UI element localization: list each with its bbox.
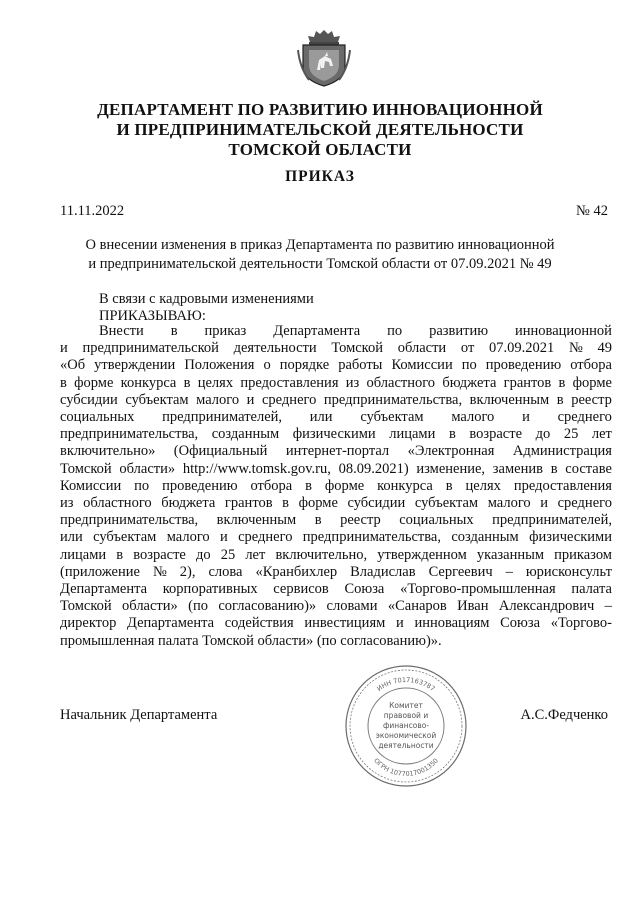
order-word: ПРИКАЗЫВАЮ:	[99, 308, 206, 324]
body-word: бюджета	[161, 495, 216, 512]
body-word: целях	[197, 374, 234, 391]
body-line	[60, 426, 612, 443]
body-word: субъектам	[125, 391, 189, 408]
order-number: № 42	[576, 203, 608, 219]
body-word: субсидии	[60, 391, 118, 408]
body-word: созданным	[451, 529, 519, 546]
body-word: 2),	[179, 563, 196, 580]
body-word: в	[183, 374, 191, 391]
body-word: предпринимательской	[82, 340, 219, 357]
body-word: «Торгово-промышленная	[400, 581, 556, 598]
body-word: области	[397, 340, 447, 357]
body-word: утверждении	[94, 357, 176, 374]
body-word: корпоративных	[162, 581, 258, 598]
body-word: Комиссии	[60, 477, 122, 494]
body-word: в	[60, 374, 67, 391]
body-word: проведению	[162, 477, 238, 494]
body-line	[60, 461, 612, 478]
body-word: по	[461, 357, 477, 374]
department-line-3: ТОМСКОЙ ОБЛАСТИ	[228, 140, 412, 159]
body-word: предоставления	[513, 477, 612, 494]
body-word: Томской	[60, 460, 112, 477]
body-word: предпринимательства,	[60, 512, 199, 529]
body-word: «Кранбихлер	[255, 563, 338, 580]
body-word: среднего	[238, 529, 293, 546]
body-word: социальных	[60, 409, 135, 426]
body-word: областного	[83, 495, 152, 512]
body-word: №	[568, 340, 583, 357]
body-word: субъектам	[93, 529, 157, 546]
body-line	[60, 598, 612, 615]
body-line	[60, 529, 612, 546]
body-word: лицами	[389, 426, 436, 443]
body-word: по	[134, 477, 150, 494]
department-name	[60, 100, 580, 160]
body-word: порядке	[279, 357, 330, 374]
body-word: среднего	[262, 391, 317, 408]
body-word: Союза	[344, 581, 385, 598]
body-word: включенным	[216, 512, 297, 529]
body-word: включительно,	[275, 546, 368, 563]
body-line	[60, 375, 612, 392]
body-word: предоставления	[240, 374, 339, 391]
body-word: заменив	[492, 460, 543, 477]
body-word: из	[60, 495, 74, 512]
body-word: в	[556, 391, 564, 408]
subject-line: О внесении изменения в приказ Департамента по развитию инновационной	[85, 237, 555, 253]
body-word: грантов	[224, 495, 273, 512]
body-word: изменение,	[416, 460, 486, 477]
body-word: в	[445, 477, 453, 494]
body-word: Администрация	[512, 443, 612, 460]
body-word: субъектам	[414, 495, 479, 512]
body-word: приказ	[204, 323, 247, 339]
body-word: (по	[188, 598, 208, 615]
body-line	[60, 564, 612, 581]
body-word: деятельности	[233, 340, 317, 357]
body-word: до	[535, 426, 551, 443]
body-line	[60, 512, 612, 529]
body-word: указанным	[476, 546, 545, 563]
subject-line: и предпринимательской деятельности Томской области от 07.09.2021 № 49	[88, 256, 552, 272]
body-word: реестр	[340, 512, 381, 529]
body-word: №	[152, 563, 167, 580]
body-word: субъектам	[360, 409, 424, 426]
body-word: форме	[572, 374, 612, 391]
stamp-inn: ИНН 7017163787	[375, 675, 437, 693]
body-word: в	[550, 460, 558, 477]
body-word: предпринимательства,	[302, 529, 441, 546]
body-word: в	[282, 495, 290, 512]
body-word: –	[604, 598, 612, 615]
body-word: инновационной	[515, 323, 612, 339]
body-line: промышленная палата Томской области» (по согласованию)».	[60, 632, 442, 649]
body-line	[60, 615, 612, 632]
body-word: Департамента	[127, 615, 215, 632]
body-word: конкурса	[120, 374, 177, 391]
body-line	[60, 581, 612, 598]
stamp-line: деятельности	[378, 741, 434, 750]
body-word: возрасте	[469, 426, 523, 443]
body-word: предпринимателей,	[162, 409, 283, 426]
body-word: –	[505, 563, 513, 580]
body-word: инновациям	[414, 615, 490, 632]
document-type: ПРИКАЗ	[285, 168, 355, 185]
body-word: и	[220, 529, 228, 546]
body-word: работы	[338, 357, 383, 374]
body-word: возрасте	[133, 546, 186, 563]
body-word: областного	[366, 374, 436, 391]
body-word: отбора	[250, 477, 293, 494]
body-word: Департамента	[60, 581, 148, 598]
body-word: интернет-портал	[285, 443, 390, 460]
body-word: «Об	[60, 357, 86, 374]
body-word: и	[522, 409, 530, 426]
body-word: в	[305, 477, 312, 494]
body-line	[60, 323, 612, 340]
preamble	[99, 291, 314, 325]
body-word: бюджета	[442, 374, 497, 391]
body-word: Иван	[457, 598, 489, 615]
body-line	[60, 340, 612, 357]
body-word: сервисов	[273, 581, 329, 598]
body-word: лет	[245, 546, 266, 563]
body-word: Томской	[60, 598, 112, 615]
body-word: и	[60, 340, 68, 357]
preamble-basis: В связи с кадровыми изменениями	[99, 291, 314, 307]
body-word: форме	[324, 477, 365, 494]
body-word: Внести	[99, 323, 144, 339]
body-word: по	[387, 323, 403, 339]
body-word: социальных	[399, 512, 474, 529]
body-word: 25	[220, 546, 236, 563]
department-line-1: ДЕПАРТАМЕНТ ПО РАЗВИТИЮ ИННОВАЦИОННОЙ	[97, 100, 543, 119]
official-stamp	[344, 664, 468, 788]
body-word: утвержденном	[377, 546, 467, 563]
body-word: физическими	[292, 426, 376, 443]
stamp-line: Комитет	[389, 701, 423, 710]
body-word: предпринимательства,	[323, 391, 463, 408]
body-word: 25	[563, 426, 579, 443]
body-word: включительно»	[60, 443, 156, 460]
stamp-line: финансово-	[382, 721, 430, 730]
body-word: из	[345, 374, 360, 391]
body-word: в	[170, 323, 178, 339]
body-word: о	[263, 357, 271, 374]
body-line	[60, 392, 612, 409]
body-word: 49	[597, 340, 612, 357]
body-word: в	[448, 426, 456, 443]
body-word: Положения	[184, 357, 255, 374]
body-word: Сергеевич	[428, 563, 493, 580]
body-word: в	[116, 546, 124, 563]
body-word: до	[195, 546, 211, 563]
body-word: и	[246, 391, 255, 408]
body-word: включенным	[469, 391, 550, 408]
body-word: проведению	[485, 357, 562, 374]
body-word: целях	[465, 477, 501, 494]
body-word: в	[314, 512, 322, 529]
body-word: области»	[119, 460, 176, 477]
body-word: приказом	[554, 546, 612, 563]
order-subject	[60, 236, 580, 274]
stamp-line: экономической	[375, 731, 437, 740]
body-word: 08.09.2021)	[338, 460, 409, 477]
body-word: Александрович	[498, 598, 595, 615]
body-word: «Электронная	[407, 443, 495, 460]
body-word: (приложение	[60, 563, 140, 580]
body-word: предпринимателей,	[492, 512, 612, 529]
body-word: или	[309, 409, 333, 426]
body-word: малого	[487, 495, 531, 512]
body-word: Департамента	[273, 323, 361, 339]
body-word: от	[460, 340, 475, 357]
body-word: субсидии	[347, 495, 406, 512]
order-body	[60, 323, 612, 650]
body-line	[60, 409, 612, 426]
body-word: малого	[196, 391, 240, 408]
body-line	[60, 443, 612, 460]
body-word: малого	[451, 409, 495, 426]
body-word: среднего	[557, 495, 612, 512]
body-word: лет	[591, 426, 612, 443]
body-word: 07.09.2021	[489, 340, 555, 357]
body-word: словами	[326, 598, 378, 615]
body-word: директор	[60, 615, 117, 632]
body-word: Томской	[331, 340, 383, 357]
body-word: области»	[122, 598, 178, 615]
signatory-title: Начальник Департамента	[60, 707, 218, 723]
body-word: лицами	[60, 546, 107, 563]
body-word: юрисконсульт	[525, 563, 612, 580]
stamp-line: правовой и	[383, 711, 429, 720]
body-word: Союза	[500, 615, 541, 632]
department-line-2: И ПРЕДПРИНИМАТЕЛЬСКОЙ ДЕЯТЕЛЬНОСТИ	[116, 120, 524, 139]
body-word: «Торгово-	[550, 615, 612, 632]
body-word: или	[60, 529, 83, 546]
coat-of-arms-icon	[297, 28, 351, 88]
stamp-ogrn: ОГРН 1077017001350	[372, 756, 440, 779]
body-word: предпринимательства,	[60, 426, 199, 443]
signatory-name: А.С.Федченко	[520, 707, 608, 723]
body-word: и	[540, 495, 549, 512]
body-word: в	[558, 374, 566, 391]
body-word: форме	[74, 374, 114, 391]
body-word: «Санаров	[387, 598, 447, 615]
body-word: (Официальный	[173, 443, 268, 460]
body-word: слова	[208, 563, 243, 580]
body-word: форме	[298, 495, 338, 512]
body-word: Владислав	[350, 563, 416, 580]
body-word: палата	[571, 581, 612, 598]
body-line	[60, 495, 612, 512]
body-word: грантов	[503, 374, 552, 391]
body-word: созданным	[211, 426, 280, 443]
body-word: инвестициям	[304, 615, 386, 632]
body-word: физическими	[529, 529, 612, 546]
body-word: согласованию)»	[218, 598, 317, 615]
body-word: конкурса	[377, 477, 433, 494]
body-word: содействия	[224, 615, 294, 632]
body-word: отбора	[570, 357, 612, 374]
body-word: развитию	[429, 323, 489, 339]
body-word: Комиссии	[391, 357, 453, 374]
body-word: составе	[565, 460, 612, 477]
body-line	[60, 478, 612, 495]
body-line	[60, 357, 612, 374]
body-word: среднего	[557, 409, 612, 426]
body-word: http://www.tomsk.gov.ru,	[182, 460, 331, 477]
body-word: реестр	[571, 391, 612, 408]
body-word: и	[395, 615, 404, 632]
body-word: малого	[166, 529, 210, 546]
order-date: 11.11.2022	[60, 203, 125, 219]
body-line	[60, 547, 612, 564]
